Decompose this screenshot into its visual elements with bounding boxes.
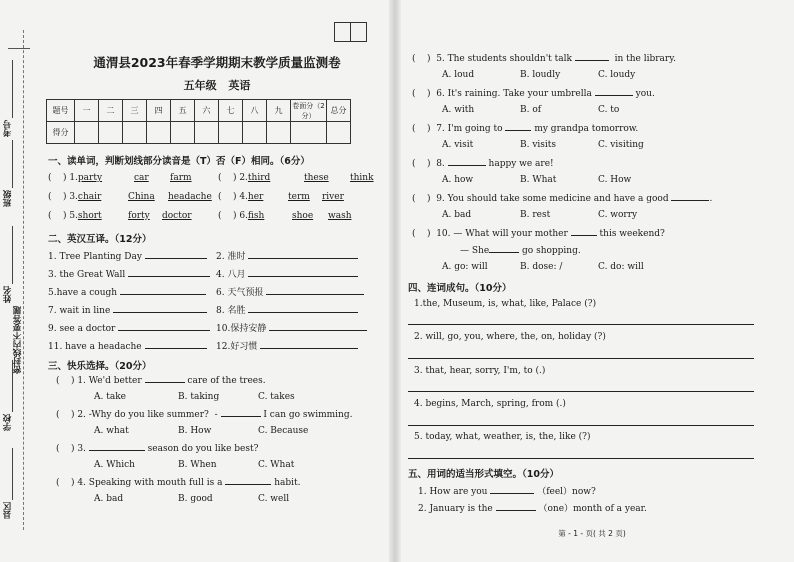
section1-heading: 一、读单词，判断划线部分读音是（T）否（F）相同。（6分） xyxy=(48,156,310,167)
county-blank xyxy=(12,448,13,500)
left-page xyxy=(42,0,392,562)
s3-q10-line2: — She go shopping. xyxy=(460,246,581,256)
option: A. take xyxy=(94,392,126,402)
score-cell[interactable] xyxy=(243,122,267,144)
answer-line[interactable] xyxy=(408,458,754,459)
option: B. dose: / xyxy=(520,262,563,272)
col-header: 九 xyxy=(267,100,291,122)
col-header: 五 xyxy=(171,100,195,122)
s2-item: 11. have a headache xyxy=(48,340,207,353)
s4-item: 5. today, what, weather, is, the, like (?) xyxy=(414,432,591,442)
word: shoe xyxy=(292,211,314,221)
s3-q5: ( ) 5. The students shouldn't talk in the library. xyxy=(412,54,676,64)
county-label: 县区 xyxy=(3,502,13,519)
s2-item: 1. Tree Planting Day xyxy=(48,250,207,263)
grade-label: 五年级 xyxy=(183,79,217,92)
word: headache xyxy=(168,192,212,202)
col-header: 总分 xyxy=(327,100,351,122)
s2-item: 8. 名胜 xyxy=(216,304,358,317)
seal-warning: 密封线内不要答题 xyxy=(13,306,23,374)
option: B. What xyxy=(520,175,557,185)
s1-item: ( ) 4.her xyxy=(218,192,264,202)
col-header: 卷面分（2分） xyxy=(292,101,325,120)
score-cell[interactable] xyxy=(267,122,291,144)
option: C. How xyxy=(598,175,632,185)
option: A. bad xyxy=(94,494,124,504)
s3-q4: ( ) 4. Speaking with mouth full is a habit. xyxy=(56,478,301,488)
binding-gutter xyxy=(0,0,40,562)
option: A. what xyxy=(94,426,129,436)
item-num: 1. xyxy=(69,173,78,183)
word: river xyxy=(322,192,344,202)
option: B. rest xyxy=(520,210,551,220)
s2-item: 9. see a doctor xyxy=(48,322,210,335)
s5-item: 2. January is the （one）month of a year. xyxy=(418,504,647,514)
exam-number-label: 考号 xyxy=(3,120,13,137)
word: wash xyxy=(328,211,352,221)
option: A. Which xyxy=(94,460,135,470)
page-fold xyxy=(389,0,401,562)
option: B. good xyxy=(178,494,213,504)
score-table-score-row xyxy=(47,122,351,144)
class-blank xyxy=(12,140,13,188)
score-table-header-row xyxy=(47,100,351,122)
col-header: 七 xyxy=(219,100,243,122)
option: C. takes xyxy=(258,392,295,402)
s2-item: 12.好习惯 xyxy=(216,340,358,353)
right-page xyxy=(402,0,782,562)
option: A. bad xyxy=(442,210,472,220)
s2-item: 5.have a cough xyxy=(48,286,206,299)
s4-item: 4. begins, March, spring, from (.) xyxy=(414,399,566,409)
section3-heading: 三、快乐选择。（20分） xyxy=(48,361,152,372)
word: these xyxy=(304,173,329,183)
s1-item: ( ) 3.chair xyxy=(48,192,102,202)
option: A. visit xyxy=(442,140,474,150)
name-blank xyxy=(12,226,13,284)
score-cell[interactable] xyxy=(291,122,327,144)
s4-item: 2. will, go, you, where, the, on, holiday (?) xyxy=(414,332,606,342)
option: C. Because xyxy=(258,426,309,436)
score-cell[interactable] xyxy=(171,122,195,144)
option: B. loudly xyxy=(520,70,561,80)
score-cell[interactable] xyxy=(147,122,171,144)
s2-item: 6. 天气预报 xyxy=(216,286,364,299)
option: B. taking xyxy=(178,392,220,402)
s1-item: ( ) 6.fish xyxy=(218,211,265,221)
score-cell[interactable] xyxy=(219,122,243,144)
option: B. When xyxy=(178,460,217,470)
word: party xyxy=(77,173,103,183)
exam-title: 通渭县2023年春季学期期末教学质量监测卷 xyxy=(93,55,341,70)
s2-item: 7. wait in line xyxy=(48,304,207,317)
s1-item: ( ) 5.short xyxy=(48,211,102,221)
s3-q3: ( ) 3. season do you like best? xyxy=(56,444,259,454)
exam-subtitle xyxy=(42,77,392,93)
option: C. well xyxy=(258,494,290,504)
s5-item: 1. How are you （feel）now? xyxy=(418,487,596,497)
score-cell[interactable] xyxy=(99,122,123,144)
school-blank xyxy=(12,360,13,412)
col-header: 一 xyxy=(75,100,99,122)
s2-item: 3. the Great Wall xyxy=(48,268,210,281)
col-header: 六 xyxy=(195,100,219,122)
score-cell[interactable] xyxy=(75,122,99,144)
word: car xyxy=(134,173,149,183)
header-boxes xyxy=(335,22,367,42)
option: B. visits xyxy=(520,140,557,150)
option: C. worry xyxy=(598,210,638,220)
word: term xyxy=(288,192,310,202)
option: A. how xyxy=(442,175,474,185)
option: B. of xyxy=(520,105,542,115)
corner-mark xyxy=(8,48,30,49)
answer-line[interactable] xyxy=(408,425,754,426)
option: A. go: will xyxy=(442,262,488,272)
score-cell[interactable] xyxy=(327,122,351,144)
s3-q1: ( ) 1. We'd better care of the trees. xyxy=(56,376,266,386)
subject-label: 英语 xyxy=(228,79,251,92)
score-table xyxy=(46,99,351,144)
col-header: 三 xyxy=(123,100,147,122)
row-label-number: 题号 xyxy=(47,100,75,122)
answer-line[interactable] xyxy=(408,391,754,392)
score-cell[interactable] xyxy=(195,122,219,144)
s2-item: 10.保持安静 xyxy=(216,322,367,335)
seal-line xyxy=(23,30,24,530)
option: B. How xyxy=(178,426,212,436)
option: A. with xyxy=(442,105,475,115)
option: C. to xyxy=(598,105,620,115)
s3-q8: ( ) 8. happy we are! xyxy=(412,159,554,169)
word: forty xyxy=(128,211,150,221)
col-header: 二 xyxy=(99,100,123,122)
class-label: 班级 xyxy=(3,190,13,207)
col-header: 四 xyxy=(147,100,171,122)
s2-item: 2. 准时 xyxy=(216,250,358,263)
s3-q6: ( ) 6. It's raining. Take your umbrella you. xyxy=(412,89,655,99)
s3-q10: ( ) 10. — What will your mother this weekend? xyxy=(412,229,665,239)
section2-heading: 二、英汉互译。（12分） xyxy=(48,234,152,245)
row-label-score: 得分 xyxy=(47,122,75,144)
answer-line[interactable] xyxy=(408,358,754,359)
option: A. loud xyxy=(442,70,475,80)
option: C. do: will xyxy=(598,262,644,272)
score-cell[interactable] xyxy=(123,122,147,144)
word: farm xyxy=(170,173,192,183)
page-footer: 第 - 1 - 页( 共 2 页) xyxy=(558,529,626,538)
word: doctor xyxy=(162,211,192,221)
exam-number-blank xyxy=(12,60,13,118)
option: C. visiting xyxy=(598,140,644,150)
section5-heading: 五、用词的适当形式填空。（10分） xyxy=(408,469,559,480)
s2-item: 4. 八月 xyxy=(216,268,358,281)
s3-q7: ( ) 7. I'm going to my grandpa tomorrow. xyxy=(412,124,639,134)
option: C. loudy xyxy=(598,70,636,80)
col-header: 八 xyxy=(243,100,267,122)
answer-line[interactable] xyxy=(408,324,754,325)
s3-q9: ( ) 9. You should take some medicine and have a good . xyxy=(412,194,713,204)
s4-item: 3. that, hear, sorry, I'm, to (.) xyxy=(414,366,546,376)
s1-item: ( ) 2.third xyxy=(218,173,271,183)
name-label: 姓名 xyxy=(3,286,13,303)
word: think xyxy=(350,173,374,183)
word: China xyxy=(128,192,155,202)
s1-item: ( ) 1.party xyxy=(48,173,103,183)
s4-item: 1.the, Museum, is, what, like, Palace (?) xyxy=(414,299,597,309)
option: C. What xyxy=(258,460,295,470)
section4-heading: 四、连词成句。（10分） xyxy=(408,283,512,294)
s3-q2: ( ) 2. -Why do you like summer? - I can go swimming. xyxy=(56,410,353,420)
school-label: 学校 xyxy=(3,414,13,431)
